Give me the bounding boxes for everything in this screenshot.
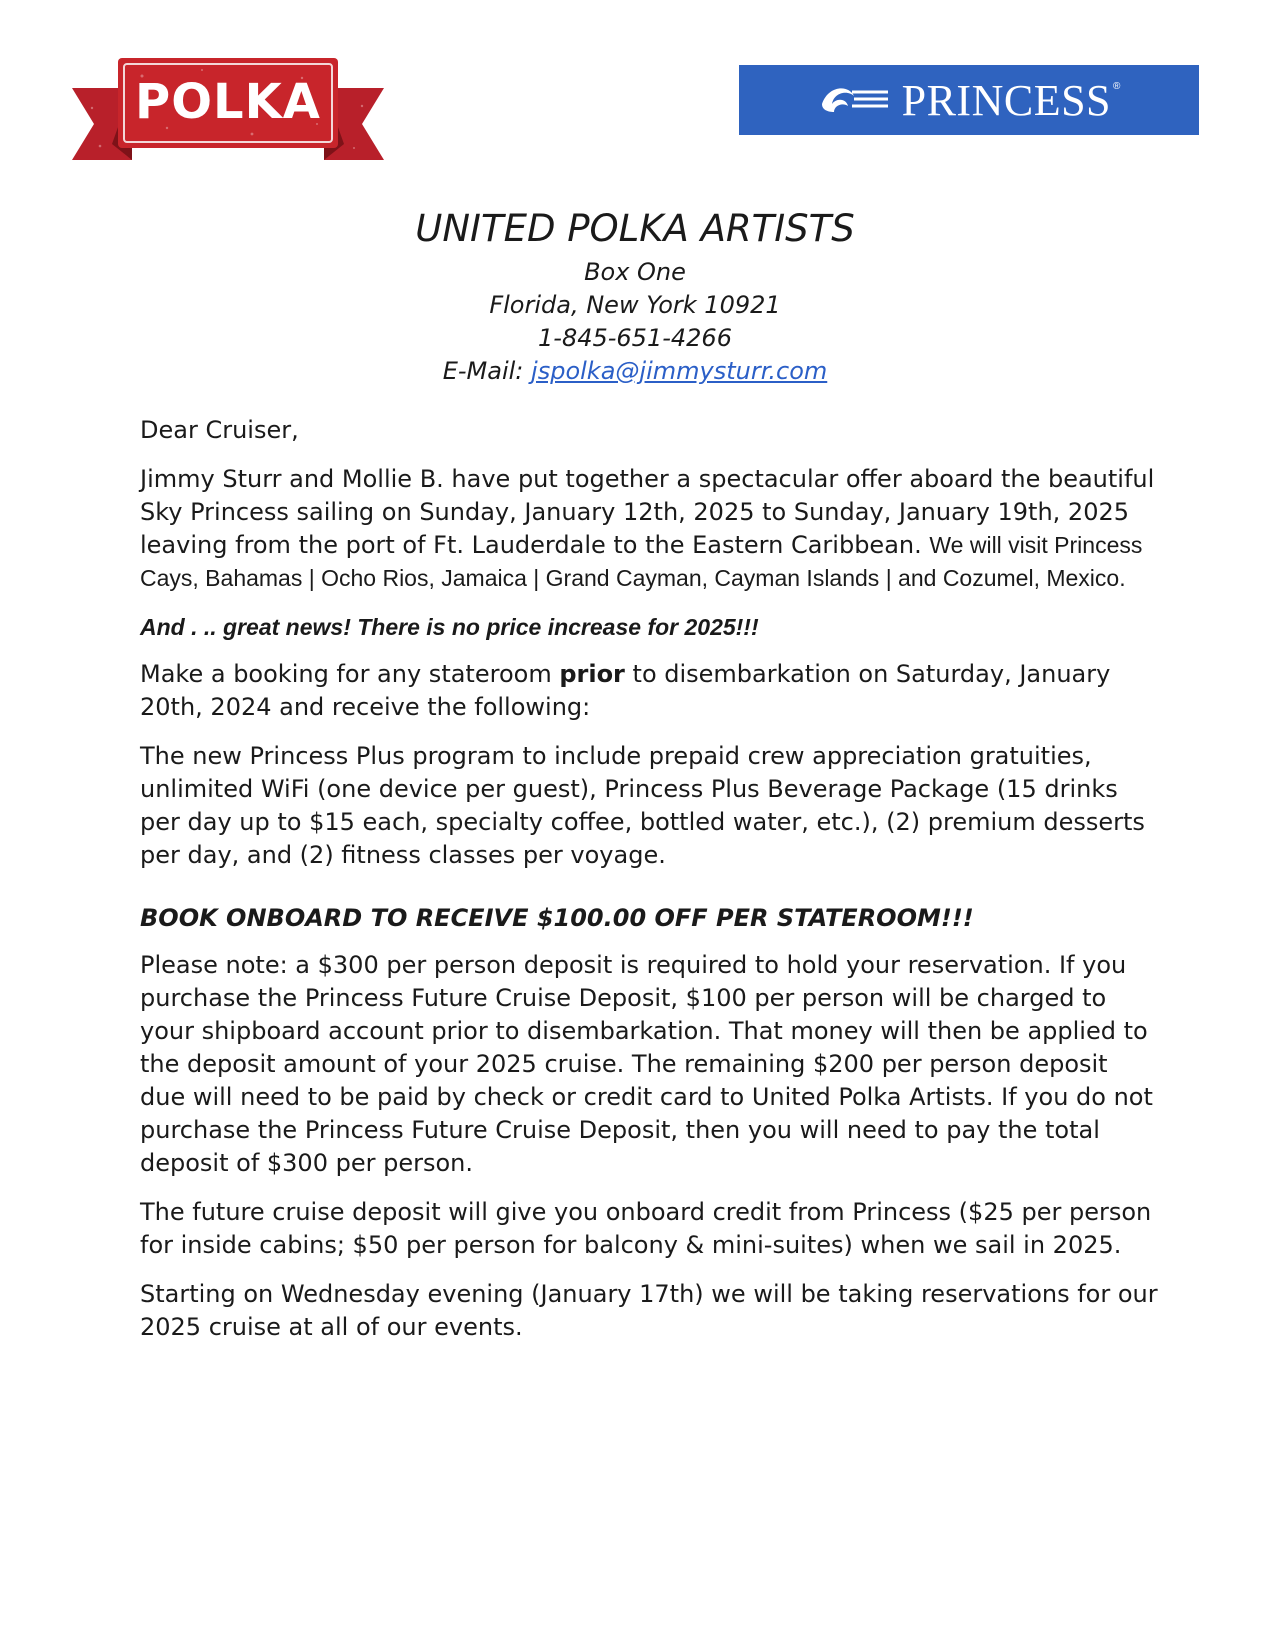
paragraph-booking-offer: [140, 658, 1160, 724]
address-line-1: Box One: [584, 258, 686, 286]
princess-logo: [739, 65, 1199, 135]
phone-number: 1-845-651-4266: [538, 324, 732, 352]
paragraph-princess-plus: The new Princess Plus program to include prepaid crew appreciation gratuities, unlimited WiFi (one device per guest), Princess Plus Beverage Package (15 drinks per day up to $15 each, specialty coffee, bottled water, etc.), (2) premium desserts per day, and (2) fitness classes per voyage.: [140, 742, 1145, 869]
great-news-line: And . .. great news! There is no price increase for 2025!!!: [140, 614, 759, 640]
booking-text-bold: prior: [559, 660, 625, 688]
princess-logo-text: PRINCESS: [901, 75, 1112, 125]
paragraph-cruise-details: [140, 463, 1160, 595]
cruise-details-text: Jimmy Sturr and Mollie B. have put together a spectacular offer aboard the beautiful Sky Princess sailing on Sunday, January 12th, 2025 to Sunday, January 19th, 2025 leaving from the port of Ft. Lauderdale to the Eastern Caribbean.: [140, 465, 1155, 559]
email-label: E-Mail:: [442, 357, 524, 385]
ports-of-call-text: We will visit Princess Cays, Bahamas | Ocho Rios, Jamaica | Grand Cayman, Cayman Islands | and Cozumel, Mexico.: [140, 532, 1143, 591]
paragraph-onboard-credit: The future cruise deposit will give you onboard credit from Princess ($25 per person for inside cabins; $50 per person for balcony & mini-suites) when we sail in 2025.: [140, 1198, 1152, 1259]
address-line-2: Florida, New York 10921: [489, 291, 781, 319]
booking-text-after: to disembarkation on Saturday, January 20th, 2024 and receive the following:: [140, 660, 1111, 721]
email-link[interactable]: jspolka@jimmysturr.com: [531, 357, 828, 385]
organization-name: UNITED POLKA ARTISTS: [415, 207, 855, 250]
paragraph-deposit-note: Please note: a $300 per person deposit is required to hold your reservation. If you purchase the Princess Future Cruise Deposit, $100 per person will be charged to your shipboard account prior to disembarkation. That money will then be applied to the deposit amount of your 2025 cruise. The remaining $200 per person deposit due will need to be paid by check or credit card to United Polka Artists. If you do not purchase the Princess Future Cruise Deposit, then you will need to pay the total deposit of $300 per person.: [140, 951, 1153, 1177]
polka-logo: [72, 58, 384, 166]
paragraph-reservations: Starting on Wednesday evening (January 17th) we will be taking reservations for our 2025 cruise at all of our events.: [140, 1280, 1158, 1341]
princess-wave-icon: [818, 82, 892, 118]
email-line: [0, 355, 1270, 388]
letter-body: [140, 414, 1160, 1360]
book-onboard-heading: BOOK ONBOARD TO RECEIVE $100.00 OFF PER STATEROOM!!!: [140, 904, 974, 932]
greeting: Dear Cruiser,: [140, 416, 299, 444]
polka-logo-text: POLKA: [135, 74, 321, 130]
booking-text-before: Make a booking for any stateroom: [140, 660, 560, 688]
letterhead: [0, 206, 1270, 388]
princess-trademark: ®: [1113, 81, 1121, 92]
